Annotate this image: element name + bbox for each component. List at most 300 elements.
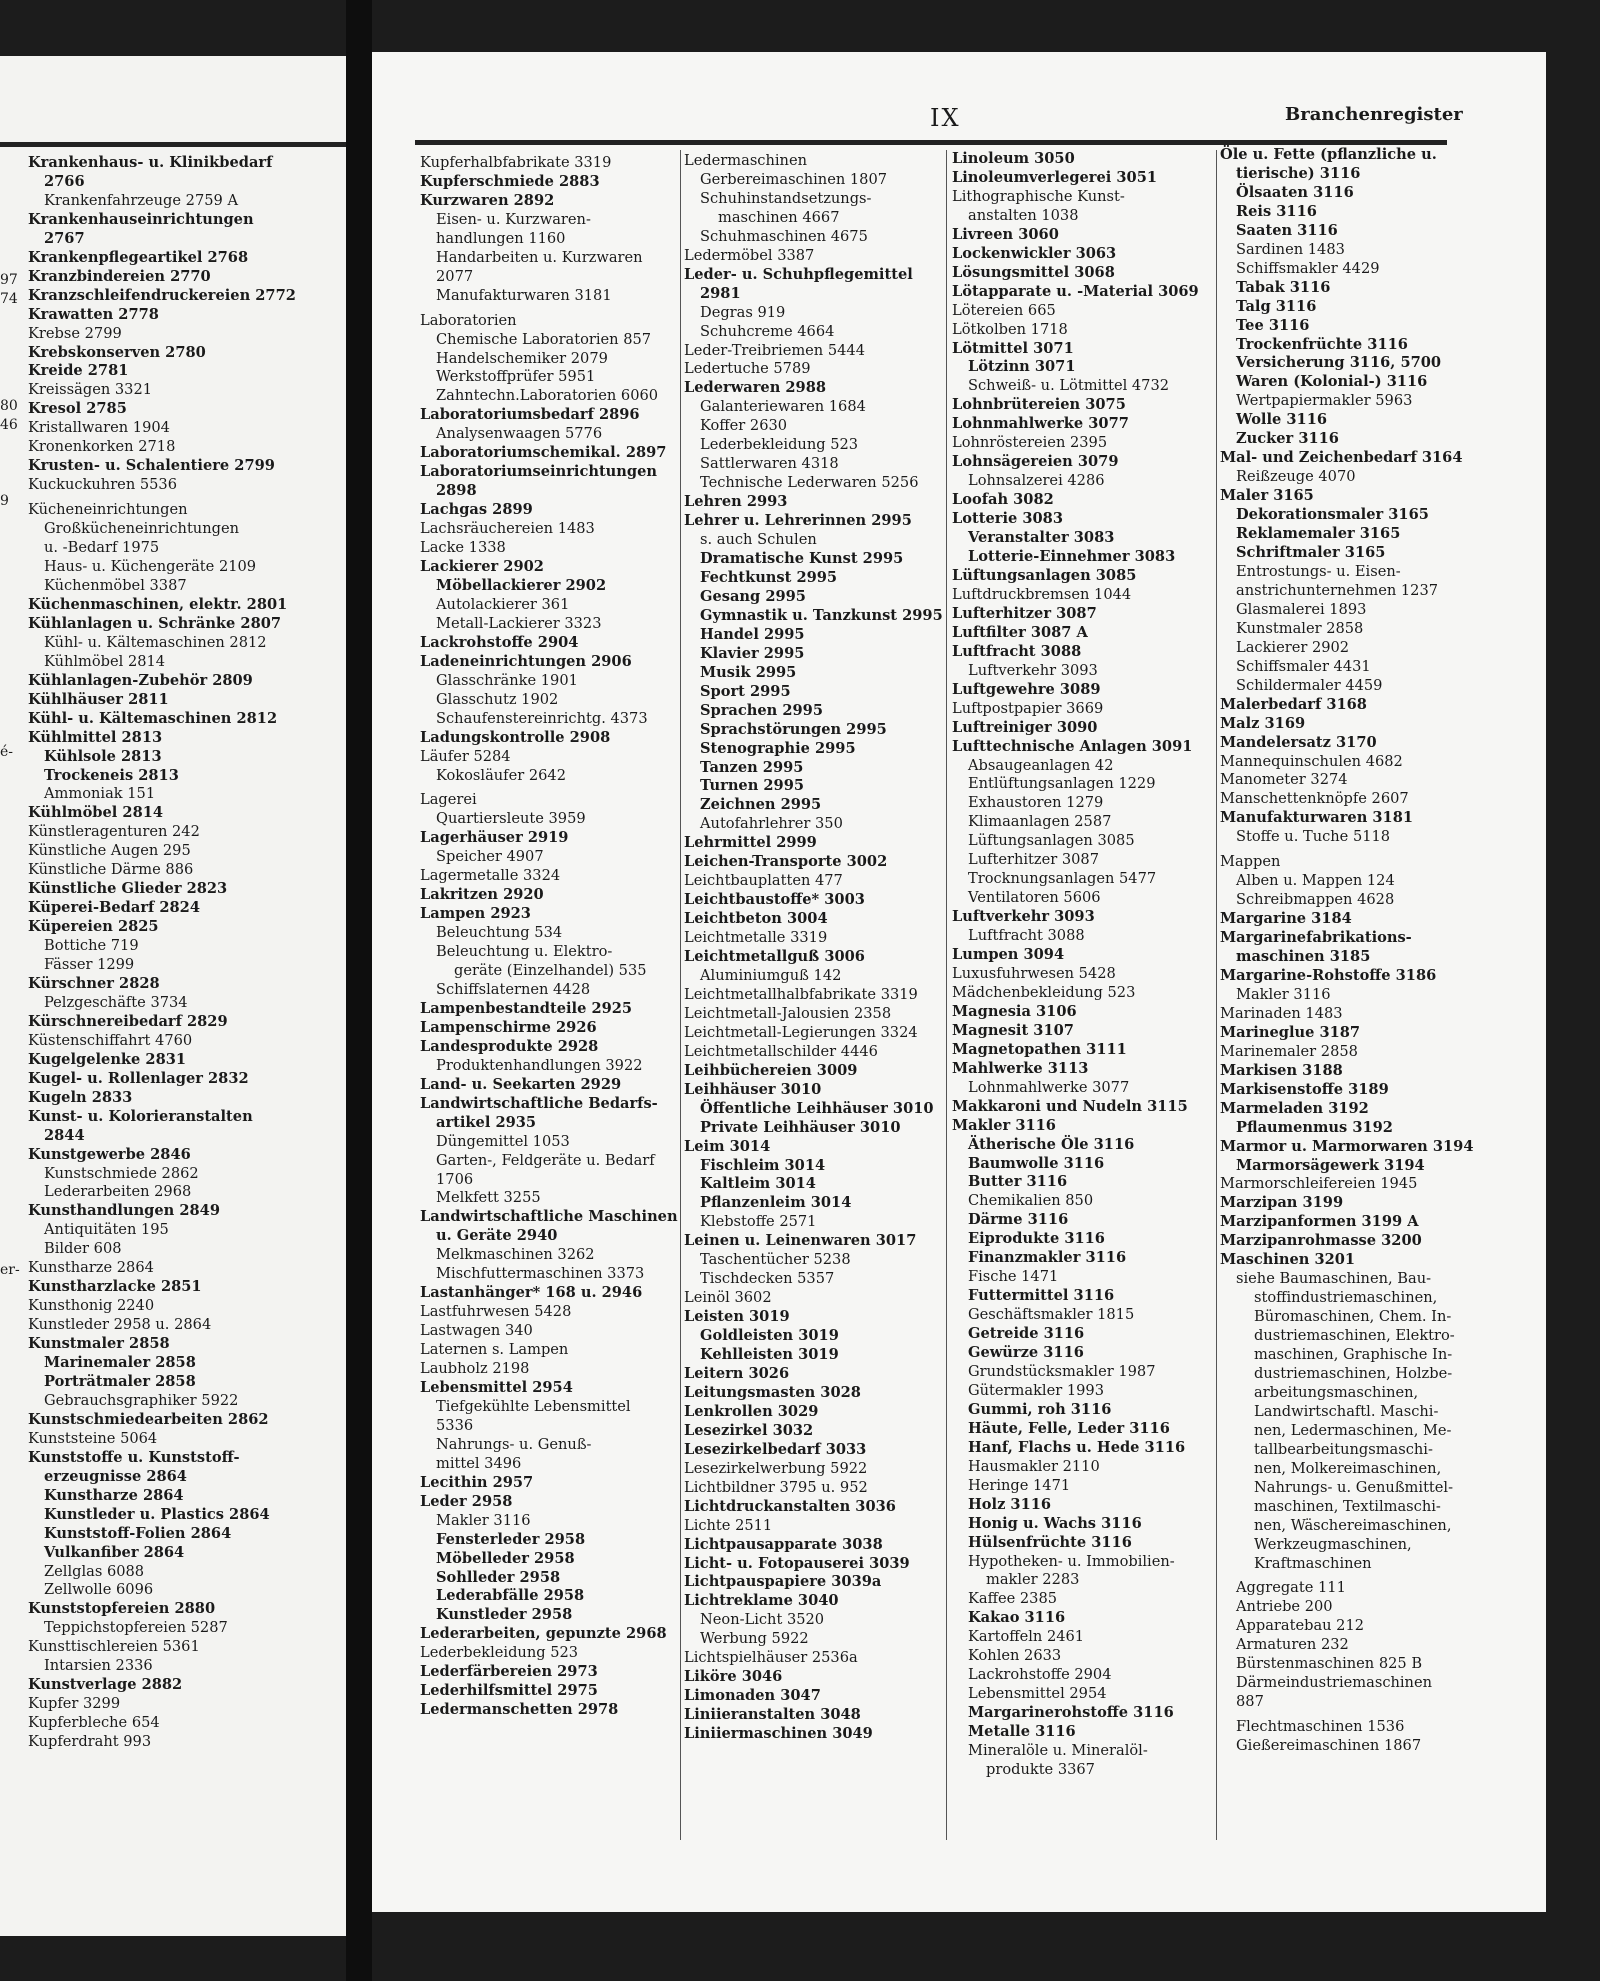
register-entry: Kunststeine 5064 [28, 1429, 158, 1447]
register-entry: Landwirtschaftliche Maschinen [420, 1208, 678, 1226]
register-entry: Künstleragenturen 242 [28, 823, 200, 841]
register-entry: Makler 3116 [952, 1116, 1056, 1134]
register-entry: Lehrer u. Lehrerinnen 2995 [684, 512, 912, 530]
register-entry: Kunstmaler 2858 [1236, 619, 1364, 637]
register-entry: Kücheneinrichtungen [28, 501, 188, 519]
register-entry: Linoleum 3050 [952, 150, 1075, 167]
register-entry: Sprachstörungen 2995 [700, 720, 887, 738]
register-column-5 [1220, 146, 1474, 1756]
top-rule-right [415, 140, 1447, 145]
register-entry: Lenkrollen 3029 [684, 1402, 819, 1420]
register-entry: Küperei-Bedarf 2824 [28, 899, 200, 917]
register-entry: Kunst- u. Kolorieranstalten [28, 1107, 253, 1125]
page-header-title: Branchenregister [1285, 104, 1463, 125]
register-entry: Magnesia 3106 [952, 1002, 1077, 1020]
register-entry: Sprachen 2995 [700, 701, 823, 719]
top-rule-left [0, 142, 346, 147]
register-entry: Margarinerohstoffe 3116 [968, 1704, 1174, 1722]
register-entry: Kunstschmiede 2862 [44, 1164, 199, 1182]
register-entry: Kupfer 3299 [28, 1695, 121, 1713]
register-entry: Lüftungsanlagen 3085 [952, 566, 1137, 584]
column-divider [946, 150, 947, 1840]
register-column-3 [684, 152, 944, 1744]
register-entry: Lederabfälle 2958 [436, 1587, 585, 1605]
register-entry: arbeitungsmaschinen, [1254, 1383, 1419, 1401]
register-entry: Lampenschirme 2926 [420, 1018, 597, 1036]
register-entry: Werbung 5922 [700, 1630, 809, 1648]
register-entry: Kunststopfereien 2880 [28, 1600, 216, 1618]
register-entry: Gummi, roh 3116 [968, 1400, 1112, 1418]
register-entry: Leichtbeton 3004 [684, 910, 828, 928]
register-entry: Leitungsmasten 3028 [684, 1383, 861, 1401]
register-entry: Kühl- u. Kältemaschinen 2812 [44, 633, 267, 651]
register-entry: Ölsaaten 3116 [1236, 183, 1354, 201]
register-entry: Lohnbrütereien 3075 [952, 396, 1126, 414]
register-entry: Handarbeiten u. Kurzwaren [436, 248, 643, 266]
register-entry: u. Geräte 2940 [436, 1227, 558, 1245]
register-entry: Aggregate 111 [1236, 1579, 1346, 1597]
register-entry: Lötkolben 1718 [952, 320, 1068, 338]
register-entry: Leichtmetalle 3319 [684, 929, 828, 947]
register-entry: Lecithin 2957 [420, 1473, 534, 1491]
register-entry: Lackrohstoffe 2904 [420, 633, 579, 651]
register-entry: Kunstharze 2864 [44, 1486, 184, 1504]
register-entry: Laubholz 2198 [420, 1360, 530, 1378]
register-entry: Markisenstoffe 3189 [1220, 1080, 1389, 1098]
register-entry: Düngemittel 1053 [436, 1132, 570, 1150]
register-entry: Lötereien 665 [952, 301, 1056, 319]
register-entry: Eisen- u. Kurzwaren- [436, 210, 591, 228]
register-entry: Mineralöle u. Mineralöl- [968, 1742, 1148, 1760]
register-entry: Landwirtschaftliche Bedarfs- [420, 1094, 658, 1112]
register-entry: Kreissägen 3321 [28, 381, 153, 399]
register-entry: Kunstleder 2958 [436, 1606, 573, 1624]
register-entry: Möbellackierer 2902 [436, 576, 607, 594]
register-entry: Ammoniak 151 [44, 785, 156, 803]
register-entry: Nahrungs- u. Genußmittel- [1254, 1478, 1454, 1496]
register-entry: Kunstharze 2864 [28, 1259, 154, 1277]
register-entry: Lackrohstoffe 2904 [968, 1666, 1112, 1684]
register-entry: Kunsthandlungen 2849 [28, 1202, 220, 1220]
register-entry: Schiffsmakler 4429 [1236, 259, 1380, 277]
register-entry: Leihbüchereien 3009 [684, 1061, 858, 1079]
register-entry: Leitern 3026 [684, 1365, 790, 1382]
register-entry: Reklamemaler 3165 [1236, 525, 1401, 543]
register-entry: Großkücheneinrichtungen [44, 520, 239, 538]
register-entry: Porträtmaler 2858 [44, 1373, 196, 1390]
register-entry: Gütermakler 1993 [968, 1381, 1104, 1399]
register-entry: Kunstgewerbe 2846 [28, 1145, 191, 1163]
register-entry: Ladungskontrolle 2908 [420, 728, 611, 746]
register-entry: Aluminiumguß 142 [700, 966, 842, 984]
register-entry: Lederbekleidung 523 [420, 1644, 579, 1662]
register-entry: Wertpapiermakler 5963 [1236, 392, 1413, 410]
register-entry: Krebse 2799 [28, 324, 122, 342]
register-entry: Gießereimaschinen 1867 [1236, 1737, 1422, 1755]
register-entry: Leim 3014 [684, 1137, 771, 1155]
register-entry: Manufakturwaren 3181 [436, 286, 612, 304]
register-entry: Tiefgekühlte Lebensmittel [436, 1397, 631, 1415]
register-entry: Zellwolle 6096 [44, 1581, 154, 1599]
register-entry: Lackierer 2902 [1236, 638, 1350, 656]
register-entry: Dekorationsmaler 3165 [1236, 506, 1429, 524]
register-entry: Leichtmetall-Legierungen 3324 [684, 1023, 918, 1041]
register-entry: Lohnmahlwerke 3077 [952, 415, 1129, 433]
register-entry: Glasschutz 1902 [436, 690, 559, 708]
register-entry: Kranzschleifendruckereien 2772 [28, 286, 296, 304]
register-entry: Häute, Felle, Leder 3116 [968, 1419, 1170, 1437]
register-entry: Lichtreklame 3040 [684, 1592, 839, 1610]
register-entry: Lagerhäuser 2919 [420, 829, 569, 847]
register-entry: Liniiermaschinen 3049 [684, 1725, 873, 1743]
register-entry: Kunsthonig 2240 [28, 1297, 155, 1315]
register-entry: Marmorsägewerk 3194 [1236, 1156, 1425, 1174]
register-entry: Fische 1471 [968, 1268, 1059, 1286]
register-entry: Kaffee 2385 [968, 1590, 1058, 1608]
register-entry: nen, Ledermaschinen, Me- [1254, 1421, 1452, 1439]
register-entry: mittel 3496 [436, 1454, 522, 1472]
register-entry: 1706 [436, 1170, 474, 1188]
register-entry: Eiprodukte 3116 [968, 1230, 1105, 1248]
register-entry: Liköre 3046 [684, 1668, 783, 1686]
register-entry: Lichte 2511 [684, 1516, 773, 1534]
register-entry: Trockeneis 2813 [44, 766, 179, 784]
register-entry: tierische) 3116 [1236, 164, 1361, 182]
register-entry: Schildermaler 4459 [1236, 676, 1383, 694]
register-entry: 2077 [436, 267, 474, 285]
register-entry: Gymnastik u. Tanzkunst 2995 [700, 606, 943, 624]
register-entry: Liniieranstalten 3048 [684, 1706, 861, 1724]
register-entry: Lesezirkelbedarf 3033 [684, 1440, 867, 1458]
register-entry: Glasmalerei 1893 [1236, 600, 1367, 618]
register-entry: stoffindustriemaschinen, [1254, 1289, 1438, 1307]
register-entry: 5336 [436, 1416, 474, 1434]
register-entry: Wolle 3116 [1236, 411, 1328, 429]
register-entry: Hypotheken- u. Immobilien- [968, 1552, 1175, 1570]
register-entry: Technische Lederwaren 5256 [700, 474, 919, 492]
book-gutter [346, 0, 372, 1981]
register-entry: Lufterhitzer 3087 [968, 851, 1099, 869]
register-entry: Melkmaschinen 3262 [436, 1246, 595, 1264]
register-entry: Pflanzenleim 3014 [700, 1194, 852, 1212]
register-entry: Künstliche Därme 886 [28, 861, 194, 879]
register-entry: maschinen 3185 [1236, 948, 1371, 966]
margin-fragment: er- [0, 1262, 20, 1278]
register-entry: Lüftungsanlagen 3085 [968, 832, 1135, 850]
register-entry: Koffer 2630 [700, 417, 788, 435]
register-entry: Butter 3116 [968, 1173, 1068, 1191]
register-entry: Krankenpflegeartikel 2768 [28, 248, 249, 266]
register-entry: Lakritzen 2920 [420, 886, 544, 904]
register-entry: Laboratoriumsbedarf 2896 [420, 406, 640, 424]
register-entry: Kupferdraht 993 [28, 1733, 152, 1751]
register-entry: Margarine-Rohstoffe 3186 [1220, 966, 1437, 984]
register-entry: Handelschemiker 2079 [436, 349, 608, 367]
register-entry: Kunsttischlereien 5361 [28, 1638, 200, 1656]
register-entry: Neon-Licht 3520 [700, 1611, 825, 1629]
register-entry: Ledermaschinen [684, 152, 807, 169]
register-entry: Pflaumenmus 3192 [1236, 1118, 1393, 1136]
register-entry: Malz 3169 [1220, 714, 1306, 732]
register-entry: Beleuchtung u. Elektro- [436, 943, 613, 961]
register-column-1 [28, 154, 340, 1752]
register-entry: Leichtmetallschilder 4446 [684, 1042, 878, 1060]
register-entry: Makler 3116 [1236, 985, 1331, 1003]
register-entry: Talg 3116 [1236, 297, 1317, 315]
register-entry: Reis 3116 [1236, 202, 1317, 220]
register-entry: Makler 3116 [436, 1511, 531, 1529]
register-entry: Laternen s. Lampen [420, 1341, 569, 1359]
register-entry: Maschinen 3201 [1220, 1251, 1356, 1269]
register-entry: Öle u. Fette (pflanzliche u. [1220, 146, 1437, 163]
register-entry: Leichtbauplatten 477 [684, 872, 843, 890]
register-entry: Krankenhaus- u. Klinikbedarf [28, 154, 273, 171]
register-entry: Entlüftungsanlagen 1229 [968, 775, 1156, 793]
margin-fragment: 74 [0, 291, 18, 307]
register-entry: Marzipanformen 3199 A [1220, 1213, 1419, 1231]
register-entry: Hausmakler 2110 [968, 1457, 1100, 1475]
register-entry: dustriemaschinen, Holzbe- [1254, 1365, 1453, 1382]
register-entry: Kristallwaren 1904 [28, 419, 170, 437]
register-entry: Licht- u. Fotopauserei 3039 [684, 1554, 910, 1572]
register-entry: Kupferhalbfabrikate 3319 [420, 154, 612, 171]
register-entry: Künstliche Glieder 2823 [28, 880, 228, 898]
register-entry: handlungen 1160 [436, 229, 566, 247]
register-entry: Lötzinn 3071 [968, 358, 1076, 376]
register-entry: Schuhmaschinen 4675 [700, 227, 868, 245]
register-entry: Lesezirkel 3032 [684, 1421, 814, 1439]
register-entry: Antriebe 200 [1236, 1598, 1333, 1616]
register-entry: Büromaschinen, Chem. In- [1254, 1308, 1452, 1326]
register-entry: Kunstmaler 2858 [28, 1335, 170, 1353]
register-entry: Lampenbestandteile 2925 [420, 999, 633, 1017]
register-entry: Leder 2958 [420, 1492, 513, 1510]
register-entry: produkte 3367 [986, 1761, 1095, 1779]
register-entry: Lohnröstereien 2395 [952, 434, 1108, 452]
register-entry: Getreide 3116 [968, 1325, 1085, 1343]
register-entry: Luftgewehre 3089 [952, 680, 1101, 698]
register-entry: Futtermittel 3116 [968, 1287, 1115, 1305]
register-entry: Leinen u. Leinenwaren 3017 [684, 1232, 917, 1250]
register-column-4 [952, 150, 1214, 1780]
register-entry: Kraftmaschinen [1254, 1554, 1372, 1572]
register-entry: Luftverkehr 3093 [968, 661, 1098, 679]
register-entry: Zeichnen 2995 [700, 796, 822, 814]
register-entry: Klavier 2995 [700, 644, 805, 662]
register-entry: Lederbekleidung 523 [700, 436, 859, 454]
register-entry: Kurzwaren 2892 [420, 191, 555, 209]
register-entry: Lithographische Kunst- [952, 187, 1125, 205]
register-entry: Manometer 3274 [1220, 771, 1348, 789]
register-entry: Livreen 3060 [952, 225, 1059, 243]
register-entry: Chemikalien 850 [968, 1192, 1094, 1210]
register-entry: makler 2283 [986, 1571, 1080, 1589]
register-entry: Kupferschmiede 2883 [420, 172, 600, 190]
register-entry: Saaten 3116 [1236, 221, 1338, 239]
register-entry: Trockenfrüchte 3116 [1236, 335, 1408, 353]
register-entry: Leder- u. Schuhpflegemittel [684, 265, 913, 283]
register-entry: Finanzmakler 3116 [968, 1249, 1127, 1267]
register-entry: Bilder 608 [44, 1240, 122, 1258]
register-entry: Produktenhandlungen 3922 [436, 1056, 643, 1074]
register-entry: erzeugnisse 2864 [44, 1467, 187, 1485]
register-entry: Marinaden 1483 [1220, 1004, 1343, 1022]
register-entry: Schiffslaternen 4428 [436, 980, 591, 998]
register-entry: Lohnsalzerei 4286 [968, 472, 1105, 490]
margin-fragment: 97 [0, 272, 18, 288]
register-entry: Goldleisten 3019 [700, 1327, 839, 1345]
register-entry: Garten-, Feldgeräte u. Bedarf [436, 1151, 655, 1169]
register-entry: Zahntechn.Laboratorien 6060 [436, 387, 659, 405]
register-entry: Mandelersatz 3170 [1220, 733, 1377, 751]
register-entry: Lederarbeiten, gepunzte 2968 [420, 1625, 667, 1643]
register-entry: maschinen, Textilmaschi- [1254, 1497, 1441, 1515]
register-entry: Kokosläufer 2642 [436, 766, 566, 784]
register-entry: Veranstalter 3083 [968, 529, 1115, 547]
register-entry: Lumpen 3094 [952, 946, 1065, 964]
register-entry: Kunstleder u. Plastics 2864 [44, 1505, 270, 1523]
register-entry: Magnetopathen 3111 [952, 1040, 1127, 1058]
register-entry: Zellglas 6088 [44, 1562, 145, 1580]
register-entry: Lachgas 2899 [420, 501, 533, 519]
register-entry: dustriemaschinen, Elektro- [1254, 1327, 1455, 1345]
register-entry: Werkstoffprüfer 5951 [436, 368, 596, 386]
register-entry: Trocknungsanlagen 5477 [968, 870, 1157, 888]
register-entry: Speicher 4907 [436, 848, 544, 866]
register-entry: Landwirtschaftl. Maschi- [1254, 1402, 1439, 1420]
register-entry: Kresol 2785 [28, 400, 127, 418]
register-entry: Lampen 2923 [420, 905, 531, 923]
register-entry: Kühlmittel 2813 [28, 728, 163, 746]
register-entry: Küchenmöbel 3387 [44, 576, 187, 594]
register-entry: Kunststoffe u. Kunststoff- [28, 1448, 240, 1466]
register-entry: Pelzgeschäfte 3734 [44, 993, 188, 1011]
register-entry: Markisen 3188 [1220, 1061, 1343, 1079]
register-entry: Kühlanlagen-Zubehör 2809 [28, 671, 253, 689]
register-entry: Grundstücksmakler 1987 [968, 1363, 1156, 1380]
register-entry: Leichen-Transporte 3002 [684, 853, 888, 871]
register-entry: maschinen, Graphische In- [1254, 1346, 1453, 1364]
register-entry: Lebensmittel 2954 [420, 1379, 573, 1396]
register-entry: Dramatische Kunst 2995 [700, 550, 904, 568]
register-entry: Mädchenbekleidung 523 [952, 983, 1136, 1001]
register-entry: Klimaanlagen 2587 [968, 813, 1112, 831]
register-entry: Werkzeugmaschinen, [1254, 1535, 1412, 1553]
register-entry: Kürschnereibedarf 2829 [28, 1012, 228, 1030]
register-entry: Öffentliche Leihhäuser 3010 [700, 1099, 934, 1117]
register-entry: Lockenwickler 3063 [952, 244, 1117, 262]
register-entry: Land- u. Seekarten 2929 [420, 1075, 622, 1093]
register-entry: Lastwagen 340 [420, 1322, 533, 1340]
register-entry: Lastfuhrwesen 5428 [420, 1303, 572, 1321]
register-entry: Honig u. Wachs 3116 [968, 1514, 1142, 1532]
register-entry: nen, Wäschereimaschinen, [1254, 1516, 1452, 1534]
register-entry: Lagermetalle 3324 [420, 867, 561, 885]
register-entry: Margarine 3184 [1220, 910, 1352, 928]
register-entry: Waren (Kolonial-) 3116 [1236, 373, 1428, 391]
register-entry: Lackierer 2902 [420, 558, 544, 576]
register-entry: Kehlleisten 3019 [700, 1346, 839, 1364]
register-entry: Geschäftsmakler 1815 [968, 1306, 1135, 1324]
register-entry: Fässer 1299 [44, 956, 135, 974]
register-entry: Musik 2995 [700, 663, 797, 681]
register-entry: Lichtspielhäuser 2536a [684, 1649, 858, 1667]
register-entry: Krankenfahrzeuge 2759 A [44, 191, 238, 209]
register-entry: Krusten- u. Schalentiere 2799 [28, 457, 275, 475]
register-entry: Holz 3116 [968, 1495, 1052, 1513]
register-entry: Mahlwerke 3113 [952, 1059, 1089, 1077]
register-entry: Kugeln 2833 [28, 1088, 133, 1106]
register-entry: Luftverkehr 3093 [952, 908, 1095, 926]
register-entry: Teppichstopfereien 5287 [44, 1619, 228, 1637]
register-entry: Kunstharzlacke 2851 [28, 1278, 202, 1296]
register-entry: Luftreiniger 3090 [952, 718, 1098, 736]
margin-fragment: 80 [0, 398, 18, 414]
register-entry: Schiffsmaler 4431 [1236, 657, 1371, 675]
register-entry: Versicherung 3116, 5700 [1236, 354, 1442, 372]
register-entry: Lichtpauspapiere 3039a [684, 1573, 882, 1591]
register-entry: Lastanhänger* 168 u. 2946 [420, 1284, 643, 1302]
register-entry: Bottiche 719 [44, 937, 139, 955]
register-entry: Sardinen 1483 [1236, 240, 1345, 258]
register-entry: Lohnsägereien 3079 [952, 453, 1119, 471]
register-entry: Leinöl 3602 [684, 1289, 772, 1307]
register-entry: Lehren 2993 [684, 493, 788, 511]
register-entry: Schuhcreme 4664 [700, 322, 835, 340]
register-entry: Tischdecken 5357 [700, 1270, 835, 1288]
register-entry: Laboratoriumschemikal. 2897 [420, 444, 667, 462]
register-entry: Haus- u. Küchengeräte 2109 [44, 558, 257, 576]
register-entry: Quartiersleute 3959 [436, 810, 586, 828]
register-entry: Mal- und Zeichenbedarf 3164 [1220, 449, 1463, 467]
register-entry: Ledertuche 5789 [684, 360, 811, 378]
register-entry: Kranzbindereien 2770 [28, 267, 211, 285]
register-entry: Tabak 3116 [1236, 278, 1331, 296]
register-entry: anstrichunternehmen 1237 [1236, 581, 1439, 599]
register-entry: Alben u. Mappen 124 [1236, 872, 1395, 890]
register-entry: Leichtbaustoffe* 3003 [684, 891, 865, 909]
register-entry: Kakao 3116 [968, 1609, 1066, 1627]
register-entry: Galanteriewaren 1684 [700, 398, 866, 416]
margin-fragment: é- [0, 744, 14, 760]
register-entry: Chemische Laboratorien 857 [436, 330, 652, 348]
register-entry: Lötapparate u. -Material 3069 [952, 282, 1199, 300]
register-entry: Schriftmaler 3165 [1236, 544, 1386, 562]
register-entry: Lichtbildner 3795 u. 952 [684, 1478, 868, 1496]
register-entry: Kunstschmiedearbeiten 2862 [28, 1410, 269, 1428]
register-entry: Lederarbeiten 2968 [44, 1183, 192, 1201]
register-entry: Sattlerwaren 4318 [700, 455, 839, 473]
register-entry: Beleuchtung 534 [436, 924, 563, 942]
register-entry: Schaufenstereinrichtg. 4373 [436, 709, 648, 727]
register-entry: Leichtmetallhalbfabrikate 3319 [684, 985, 918, 1003]
register-entry: nen, Molkereimaschinen, [1254, 1459, 1442, 1477]
register-entry: Marzipan 3199 [1220, 1194, 1344, 1212]
register-entry: Ätherische Öle 3116 [968, 1135, 1135, 1153]
register-entry: Fensterleder 2958 [436, 1530, 586, 1548]
register-entry: Lötmittel 3071 [952, 339, 1074, 357]
register-entry: Linoleumverlegerei 3051 [952, 168, 1158, 186]
register-entry: Marinemaler 2858 [1220, 1042, 1358, 1060]
register-entry: Antiquitäten 195 [44, 1221, 169, 1239]
register-entry: Sohlleder 2958 [436, 1568, 561, 1586]
register-entry: Schweiß- u. Lötmittel 4732 [968, 377, 1170, 395]
register-entry: Analysenwaagen 5776 [436, 425, 603, 443]
register-entry: Lacke 1338 [420, 539, 506, 557]
register-entry: Marmeladen 3192 [1220, 1099, 1369, 1117]
register-entry: Apparatebau 212 [1236, 1617, 1365, 1635]
register-entry: Kronenkorken 2718 [28, 438, 176, 456]
